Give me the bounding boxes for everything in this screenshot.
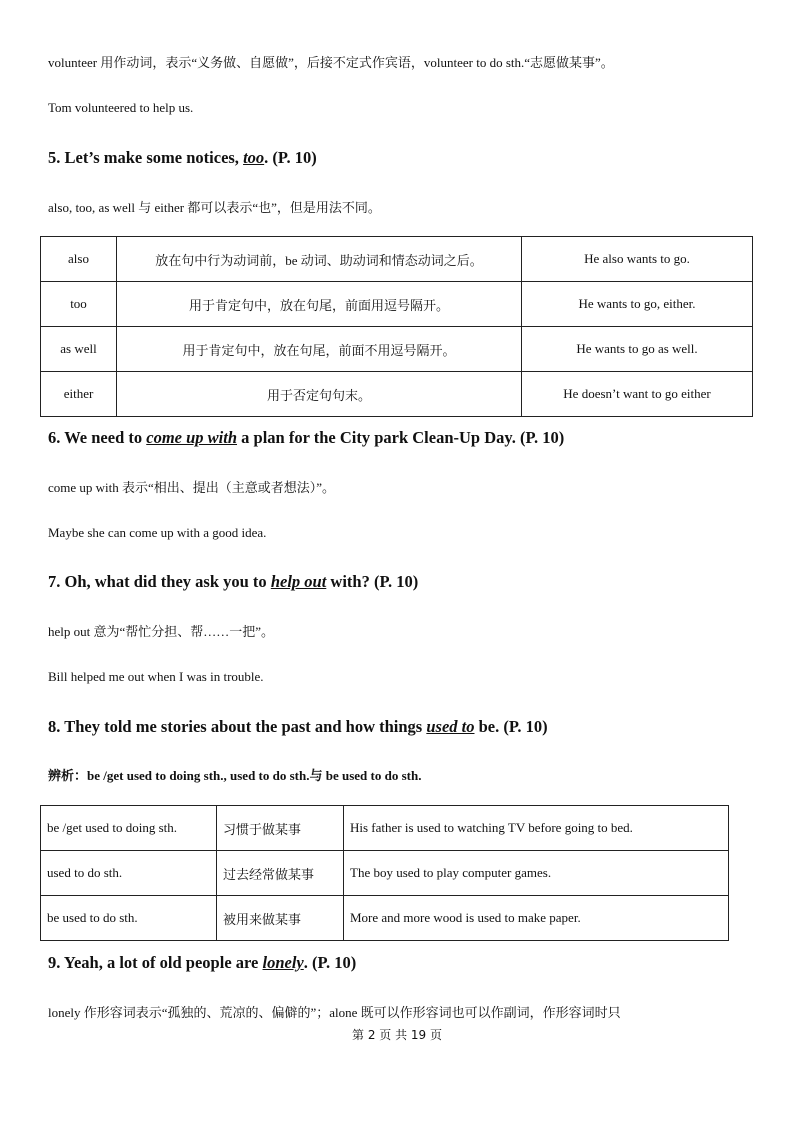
heading-keyword: too	[243, 148, 265, 167]
usage-table-used-to	[40, 805, 729, 941]
table-cell: 用于肯定句中，放在句尾，前面不用逗号隔开。	[117, 327, 522, 372]
table-cell: More and more wood is used to make paper.	[344, 896, 729, 941]
table-cell: 放在句中行为动词前，be 动词、助动词和情态动词之后。	[117, 237, 522, 282]
table-cell: too	[41, 282, 117, 327]
table-row	[41, 327, 753, 372]
table-row	[41, 806, 729, 851]
heading-text: be. (P. 10)	[474, 717, 548, 736]
table-row	[41, 237, 753, 282]
paragraph-used-to-analysis: 辨析：be /get used to doing sth., used to do sth.与 be used to do sth.	[48, 768, 422, 783]
table-row	[41, 372, 753, 417]
table-row	[41, 896, 729, 941]
example-sentence: Tom volunteered to help us.	[48, 100, 194, 115]
heading-text: 6. We need to	[48, 428, 147, 447]
table-cell: 用于肯定句中，放在句尾，前面用逗号隔开。	[117, 282, 522, 327]
paragraph-come-up-with: come up with 表示“相出、提出（主意或者想法）”。	[48, 480, 336, 495]
paragraph-help-out: help out 意为“帮忙分担、帮……一把”。	[48, 624, 275, 639]
table-row	[41, 851, 729, 896]
table-cell: His father is used to watching TV before going to bed.	[344, 806, 729, 851]
table-cell: either	[41, 372, 117, 417]
heading-text: 8. They told me stories about the past and how things	[48, 717, 427, 736]
table-cell: also	[41, 237, 117, 282]
heading-text: with? (P. 10)	[326, 572, 419, 591]
heading-keyword: used to	[426, 717, 475, 736]
table-cell: as well	[41, 327, 117, 372]
table-cell: The boy used to play computer games.	[344, 851, 729, 896]
table-cell: be used to do sth.	[41, 896, 217, 941]
table-cell: 用于否定句句末。	[117, 372, 522, 417]
heading-keyword: help out	[270, 572, 327, 591]
heading-8	[48, 716, 548, 738]
heading-text: 9. Yeah, a lot of old people are	[48, 953, 263, 972]
example-sentence: Bill helped me out when I was in trouble.	[48, 669, 264, 684]
table-cell: 过去经常做某事	[217, 851, 344, 896]
table-cell: be /get used to doing sth.	[41, 806, 217, 851]
paragraph-volunteer-usage: volunteer 用作动词，表示“义务做、自愿做”，后接不定式作宾语，volunteer to do sth.“志愿做某事”。	[48, 55, 614, 70]
table-cell: He also wants to go.	[522, 237, 753, 282]
heading-6	[48, 427, 564, 449]
page-footer: 第 2 页 共 19 页	[352, 1028, 442, 1042]
heading-text: 5. Let’s make some notices,	[48, 148, 244, 167]
table-row	[41, 282, 753, 327]
heading-9	[48, 952, 356, 974]
paragraph-lonely-alone: lonely 作形容词表示“孤独的、荒凉的、偏僻的”；alone 既可以作形容词也可以作副词，作形容词时只	[48, 1005, 621, 1020]
heading-7	[48, 571, 418, 593]
usage-table-also-too	[40, 236, 753, 417]
heading-text: . (P. 10)	[264, 148, 317, 167]
paragraph-also-too: also, too, as well 与 either 都可以表示“也”，但是用法不同。	[48, 200, 381, 215]
heading-text: a plan for the City park Clean-Up Day. (P. 10)	[237, 428, 565, 447]
heading-keyword: lonely	[262, 953, 304, 972]
heading-text: . (P. 10)	[303, 953, 357, 972]
table-cell: used to do sth.	[41, 851, 217, 896]
heading-5	[48, 147, 317, 169]
heading-text: 7. Oh, what did they ask you to	[48, 572, 271, 591]
table-cell: 被用来做某事	[217, 896, 344, 941]
table-cell: He doesn’t want to go either	[522, 372, 753, 417]
heading-keyword: come up with	[146, 428, 238, 447]
table-cell: 习惯于做某事	[217, 806, 344, 851]
table-cell: He wants to go as well.	[522, 327, 753, 372]
table-cell: He wants to go, either.	[522, 282, 753, 327]
example-sentence: Maybe she can come up with a good idea.	[48, 525, 267, 540]
